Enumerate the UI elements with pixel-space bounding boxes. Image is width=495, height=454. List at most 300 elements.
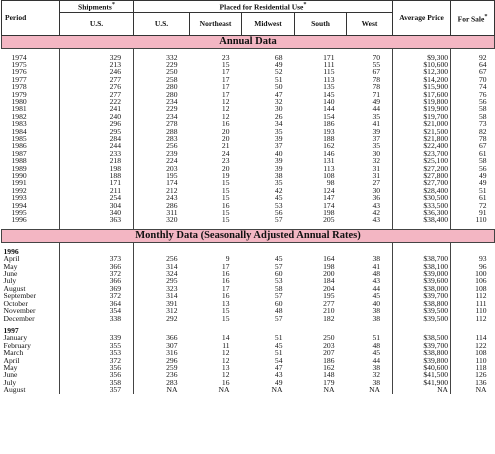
cell-for-sale: 72 bbox=[451, 202, 495, 209]
cell-average-price: $36,300 bbox=[393, 209, 451, 216]
cell-midwest: 42 bbox=[274, 185, 283, 195]
cell-placed-us: 316 bbox=[134, 349, 190, 356]
cell-placed-us: 283 bbox=[134, 135, 190, 142]
cell-shipments-us: 188 bbox=[60, 172, 134, 179]
cell-west: 48 bbox=[372, 340, 381, 350]
cell-south: 203 bbox=[323, 340, 335, 350]
cell-for-sale: 73 bbox=[451, 120, 495, 127]
cell-for-sale: 61 bbox=[451, 194, 495, 201]
cell-northeast: 21 bbox=[221, 141, 230, 151]
cell-south: 147 bbox=[323, 193, 335, 203]
cell-period: 1995 bbox=[11, 208, 27, 218]
cell-northeast: 16 bbox=[221, 276, 230, 286]
cell-average-price: $27,800 bbox=[393, 172, 451, 179]
cell-placed-us: 234 bbox=[134, 98, 190, 105]
col-us-placed: U.S. bbox=[134, 12, 190, 35]
table-row bbox=[2, 179, 495, 186]
cell-south: 98 bbox=[326, 178, 335, 188]
cell-northeast: 13 bbox=[221, 298, 230, 308]
cell-average-price: $39,500 bbox=[393, 315, 451, 322]
cell-period: July bbox=[3, 377, 17, 387]
cell-for-sale: 61 bbox=[451, 150, 495, 157]
cell-northeast: 9 bbox=[225, 254, 230, 264]
cell-northeast: 16 bbox=[221, 200, 230, 210]
cell-average-price: $10,600 bbox=[393, 61, 451, 68]
table-row bbox=[2, 364, 495, 371]
cell-midwest: 51 bbox=[274, 333, 283, 343]
table-row bbox=[2, 98, 495, 105]
cell-midwest: 49 bbox=[274, 377, 283, 387]
cell-period: 1984 bbox=[11, 126, 27, 136]
cell-shipments-us: 244 bbox=[60, 142, 134, 149]
cell-average-price: $41,500 bbox=[393, 371, 451, 378]
cell-west: 38 bbox=[372, 362, 381, 372]
cell-west: 45 bbox=[372, 291, 381, 301]
cell-average-price: $14,200 bbox=[393, 76, 451, 83]
cell-midwest: 37 bbox=[274, 141, 283, 151]
cell-shipments-us: 284 bbox=[60, 135, 134, 142]
cell-west: 43 bbox=[372, 215, 381, 225]
cell-west: 44 bbox=[372, 283, 381, 293]
cell-for-sale: NA bbox=[451, 386, 495, 393]
cell-period: September bbox=[3, 291, 36, 301]
cell-midwest: 32 bbox=[274, 96, 283, 106]
year-label-1997: 1997 bbox=[3, 325, 19, 335]
cell-midwest: 58 bbox=[274, 283, 283, 293]
cell-west: 39 bbox=[372, 126, 381, 136]
cell-period: 1988 bbox=[11, 156, 27, 166]
cell-west: 45 bbox=[372, 348, 381, 358]
table-row bbox=[2, 120, 495, 127]
cell-for-sale: 91 bbox=[451, 209, 495, 216]
cell-period: 1981 bbox=[11, 104, 27, 114]
cell-placed-us: 323 bbox=[134, 285, 190, 292]
cell-shipments-us: 304 bbox=[60, 202, 134, 209]
cell-south: 195 bbox=[323, 291, 335, 301]
cell-for-sale: 49 bbox=[451, 179, 495, 186]
cell-for-sale: 56 bbox=[451, 98, 495, 105]
cell-placed-us: 292 bbox=[134, 315, 190, 322]
cell-west: 42 bbox=[372, 208, 381, 218]
cell-midwest: 34 bbox=[274, 119, 283, 129]
cell-placed-us: 243 bbox=[134, 194, 190, 201]
cell-west: 44 bbox=[372, 355, 381, 365]
cell-midwest: 57 bbox=[274, 215, 283, 225]
cell-placed-us: 286 bbox=[134, 202, 190, 209]
year-label-1996: 1996 bbox=[3, 246, 19, 256]
cell-placed-us: 250 bbox=[134, 68, 190, 75]
cell-northeast: 17 bbox=[221, 74, 230, 84]
cell-placed-us: 236 bbox=[134, 371, 190, 378]
cell-west: 30 bbox=[372, 185, 381, 195]
cell-west: 40 bbox=[372, 298, 381, 308]
cell-average-price: $33,500 bbox=[393, 202, 451, 209]
col-placed: Placed for Residential Use* bbox=[134, 1, 393, 13]
cell-shipments-us: 353 bbox=[60, 349, 134, 356]
cell-average-price: $23,700 bbox=[393, 150, 451, 157]
cell-west: 35 bbox=[372, 141, 381, 151]
cell-for-sale: 136 bbox=[451, 379, 495, 386]
cell-period: 1987 bbox=[11, 148, 27, 158]
cell-period: June bbox=[3, 269, 18, 279]
cell-shipments-us: 358 bbox=[60, 379, 134, 386]
cell-south: 135 bbox=[323, 82, 335, 92]
cell-average-price: $12,300 bbox=[393, 68, 451, 75]
table-row bbox=[2, 165, 495, 172]
table-row bbox=[2, 187, 495, 194]
table-row bbox=[2, 135, 495, 142]
cell-average-price: $38,800 bbox=[393, 300, 451, 307]
cell-midwest: 26 bbox=[274, 111, 283, 121]
table-row bbox=[2, 202, 495, 209]
table-row bbox=[2, 386, 495, 393]
cell-for-sale: 108 bbox=[451, 349, 495, 356]
cell-shipments-us: 372 bbox=[60, 357, 134, 364]
cell-northeast: 23 bbox=[221, 52, 230, 62]
cell-placed-us: 314 bbox=[134, 263, 190, 270]
cell-average-price: $39,600 bbox=[393, 277, 451, 284]
cell-period: 1989 bbox=[11, 163, 27, 173]
cell-midwest: 43 bbox=[274, 370, 283, 380]
cell-midwest: 47 bbox=[274, 89, 283, 99]
col-midwest: Midwest bbox=[242, 12, 295, 35]
cell-west: NA bbox=[369, 385, 381, 395]
cell-average-price: $39,700 bbox=[393, 342, 451, 349]
cell-average-price: $15,900 bbox=[393, 83, 451, 90]
cell-average-price: $38,000 bbox=[393, 285, 451, 292]
col-south: South bbox=[295, 12, 347, 35]
cell-south: 162 bbox=[323, 362, 335, 372]
col-period: Period bbox=[2, 1, 60, 36]
cell-northeast: 17 bbox=[221, 89, 230, 99]
table-row bbox=[2, 128, 495, 135]
cell-west: 44 bbox=[372, 104, 381, 114]
cell-midwest: 51 bbox=[274, 74, 283, 84]
cell-northeast: NA bbox=[218, 385, 230, 395]
cell-midwest: 45 bbox=[274, 254, 283, 264]
cell-south: 108 bbox=[323, 171, 335, 180]
cell-for-sale: 58 bbox=[451, 113, 495, 120]
cell-midwest: 57 bbox=[274, 261, 283, 271]
cell-midwest: 49 bbox=[274, 59, 283, 69]
cell-for-sale: 70 bbox=[451, 76, 495, 83]
cell-placed-us: 307 bbox=[134, 342, 190, 349]
cell-period: December bbox=[3, 313, 35, 323]
cell-south: 124 bbox=[323, 185, 335, 195]
cell-for-sale: 92 bbox=[451, 54, 495, 61]
cell-period: 1978 bbox=[11, 82, 27, 92]
table-row bbox=[2, 263, 495, 270]
cell-placed-us: 224 bbox=[134, 157, 190, 164]
cell-period: May bbox=[3, 362, 18, 372]
cell-for-sale: 67 bbox=[451, 68, 495, 75]
cell-south: 210 bbox=[323, 306, 335, 316]
cell-for-sale: 78 bbox=[451, 135, 495, 142]
cell-south: 182 bbox=[323, 313, 335, 323]
cell-for-sale: 114 bbox=[451, 334, 495, 341]
cell-placed-us: 256 bbox=[134, 255, 190, 262]
cell-shipments-us: 246 bbox=[60, 68, 134, 75]
cell-period: 1992 bbox=[11, 185, 27, 195]
cell-shipments-us: 254 bbox=[60, 194, 134, 201]
cell-west: 49 bbox=[372, 96, 381, 106]
col-for-sale: For Sale* bbox=[451, 1, 495, 36]
cell-midwest: 53 bbox=[274, 200, 283, 210]
cell-for-sale: 126 bbox=[451, 371, 495, 378]
cell-northeast: 15 bbox=[221, 313, 230, 323]
cell-period: 1982 bbox=[11, 111, 27, 121]
cell-shipments-us: 277 bbox=[60, 91, 134, 98]
cell-northeast: 13 bbox=[221, 362, 230, 372]
cell-west: 36 bbox=[372, 193, 381, 203]
cell-midwest: 40 bbox=[274, 148, 283, 158]
cell-west: 78 bbox=[372, 82, 381, 92]
table-row bbox=[2, 76, 495, 83]
table-row bbox=[2, 342, 495, 349]
cell-northeast: 19 bbox=[221, 171, 230, 180]
cell-south: 200 bbox=[323, 269, 335, 279]
col-west: West bbox=[347, 12, 393, 35]
cell-period: 1993 bbox=[11, 193, 27, 203]
cell-midwest: 57 bbox=[274, 313, 283, 323]
cell-average-price: $19,900 bbox=[393, 105, 451, 112]
cell-west: 55 bbox=[372, 59, 381, 69]
cell-average-price: $39,000 bbox=[393, 270, 451, 277]
cell-shipments-us: 372 bbox=[60, 292, 134, 299]
cell-northeast: 16 bbox=[221, 291, 230, 301]
cell-for-sale: 76 bbox=[451, 91, 495, 98]
table-row bbox=[2, 150, 495, 157]
cell-period: 1990 bbox=[11, 171, 27, 180]
cell-south: 148 bbox=[323, 370, 335, 380]
table-row bbox=[2, 172, 495, 179]
cell-shipments-us: 296 bbox=[60, 120, 134, 127]
table-row bbox=[2, 209, 495, 216]
cell-period: January bbox=[3, 333, 28, 343]
cell-west: 38 bbox=[372, 254, 381, 264]
cell-west: 78 bbox=[372, 74, 381, 84]
cell-period: February bbox=[3, 340, 31, 350]
cell-for-sale: 49 bbox=[451, 172, 495, 179]
cell-placed-us: 391 bbox=[134, 300, 190, 307]
cell-northeast: 15 bbox=[221, 306, 230, 316]
cell-average-price: $30,500 bbox=[393, 194, 451, 201]
cell-south: 193 bbox=[323, 126, 335, 136]
cell-period: 1991 bbox=[11, 178, 27, 188]
cell-south: 154 bbox=[323, 111, 335, 121]
cell-placed-us: 314 bbox=[134, 292, 190, 299]
cell-shipments-us: 277 bbox=[60, 76, 134, 83]
cell-shipments-us: 198 bbox=[60, 165, 134, 172]
cell-northeast: 17 bbox=[221, 82, 230, 92]
cell-period: April bbox=[3, 355, 20, 365]
table-row bbox=[2, 157, 495, 164]
cell-shipments-us: 222 bbox=[60, 98, 134, 105]
cell-shipments-us: 240 bbox=[60, 113, 134, 120]
cell-west: 37 bbox=[372, 133, 381, 143]
cell-south: 145 bbox=[323, 89, 335, 99]
cell-northeast: 17 bbox=[221, 283, 230, 293]
cell-average-price: $9,300 bbox=[393, 54, 451, 61]
cell-placed-us: 174 bbox=[134, 179, 190, 186]
cell-for-sale: 110 bbox=[451, 216, 495, 223]
table-row bbox=[2, 277, 495, 284]
cell-midwest: 35 bbox=[274, 126, 283, 136]
cell-average-price: $40,600 bbox=[393, 364, 451, 371]
cell-south: 186 bbox=[323, 119, 335, 129]
cell-northeast: 15 bbox=[221, 215, 230, 225]
col-average-price: Average Price bbox=[393, 1, 451, 36]
cell-south: 205 bbox=[323, 215, 335, 225]
cell-for-sale: 112 bbox=[451, 292, 495, 299]
cell-placed-us: 259 bbox=[134, 364, 190, 371]
cell-west: 71 bbox=[372, 89, 381, 99]
cell-midwest: 51 bbox=[274, 348, 283, 358]
cell-south: 162 bbox=[323, 141, 335, 151]
cell-south: 131 bbox=[323, 156, 335, 166]
cell-shipments-us: 369 bbox=[60, 285, 134, 292]
table-row bbox=[2, 105, 495, 112]
cell-west: 31 bbox=[372, 163, 381, 173]
cell-placed-us: 320 bbox=[134, 216, 190, 223]
cell-northeast: 20 bbox=[221, 163, 230, 173]
table-row bbox=[2, 216, 495, 223]
cell-for-sale: 56 bbox=[451, 165, 495, 172]
cell-shipments-us: 233 bbox=[60, 150, 134, 157]
section-monthly-data: Monthly Data (Seasonally Adjusted Annual Rates) bbox=[2, 229, 495, 242]
cell-northeast: 15 bbox=[221, 185, 230, 195]
col-shipments: Shipments* bbox=[60, 1, 134, 13]
cell-midwest: 47 bbox=[274, 362, 283, 372]
table-row bbox=[2, 194, 495, 201]
cell-northeast: 16 bbox=[221, 377, 230, 387]
cell-shipments-us: 356 bbox=[60, 371, 134, 378]
cell-south: 111 bbox=[323, 59, 335, 69]
cell-average-price: $41,900 bbox=[393, 379, 451, 386]
cell-shipments-us: 295 bbox=[60, 128, 134, 135]
cell-midwest: 30 bbox=[274, 104, 283, 114]
cell-placed-us: 212 bbox=[134, 187, 190, 194]
cell-average-price: $39,500 bbox=[393, 307, 451, 314]
cell-south: NA bbox=[323, 385, 335, 395]
cell-south: 207 bbox=[323, 348, 335, 358]
cell-for-sale: 122 bbox=[451, 342, 495, 349]
cell-west: 43 bbox=[372, 276, 381, 286]
cell-midwest: 38 bbox=[274, 171, 283, 180]
cell-shipments-us: 340 bbox=[60, 209, 134, 216]
table-row bbox=[2, 307, 495, 314]
cell-period: October bbox=[3, 298, 28, 308]
table-row bbox=[2, 379, 495, 386]
cell-midwest: 52 bbox=[274, 67, 283, 77]
cell-west: 38 bbox=[372, 313, 381, 323]
cell-placed-us: 258 bbox=[134, 76, 190, 83]
cell-period: July bbox=[3, 276, 17, 286]
cell-west: 48 bbox=[372, 269, 381, 279]
cell-for-sale: 58 bbox=[451, 157, 495, 164]
cell-northeast: 16 bbox=[221, 269, 230, 279]
cell-period: August bbox=[3, 283, 26, 293]
cell-midwest: 45 bbox=[274, 193, 283, 203]
cell-placed-us: 280 bbox=[134, 83, 190, 90]
cell-shipments-us: 373 bbox=[60, 255, 134, 262]
cell-period: 1980 bbox=[11, 96, 27, 106]
cell-period: November bbox=[3, 306, 36, 316]
cell-for-sale: 58 bbox=[451, 105, 495, 112]
col-us-shipments: U.S. bbox=[60, 12, 134, 35]
cell-west: 43 bbox=[372, 200, 381, 210]
table-row bbox=[2, 142, 495, 149]
cell-period: 1985 bbox=[11, 133, 27, 143]
cell-average-price: $25,100 bbox=[393, 157, 451, 164]
cell-south: 113 bbox=[323, 74, 335, 84]
cell-for-sale: 67 bbox=[451, 142, 495, 149]
table-row bbox=[2, 315, 495, 322]
cell-south: 174 bbox=[323, 200, 335, 210]
cell-south: 113 bbox=[323, 163, 335, 173]
cell-placed-us: 312 bbox=[134, 307, 190, 314]
cell-period: May bbox=[3, 261, 18, 271]
cell-period: March bbox=[3, 348, 24, 358]
cell-shipments-us: 329 bbox=[60, 54, 134, 61]
cell-midwest: 39 bbox=[274, 133, 283, 143]
table-row bbox=[2, 371, 495, 378]
table-row bbox=[2, 255, 495, 262]
cell-placed-us: 203 bbox=[134, 165, 190, 172]
cell-midwest: 35 bbox=[274, 178, 283, 188]
cell-south: 250 bbox=[323, 333, 335, 343]
cell-shipments-us: 354 bbox=[60, 307, 134, 314]
cell-period: June bbox=[3, 370, 18, 380]
table-row bbox=[2, 285, 495, 292]
cell-west: 38 bbox=[372, 306, 381, 316]
cell-south: 146 bbox=[323, 148, 335, 158]
cell-northeast: 14 bbox=[221, 333, 230, 343]
cell-west: 32 bbox=[372, 156, 381, 166]
cell-average-price: $38,100 bbox=[393, 263, 451, 270]
cell-average-price: $21,500 bbox=[393, 128, 451, 135]
table-row bbox=[2, 349, 495, 356]
cell-average-price: $38,800 bbox=[393, 349, 451, 356]
cell-shipments-us: 355 bbox=[60, 342, 134, 349]
cell-northeast: 17 bbox=[221, 67, 230, 77]
cell-shipments-us: 366 bbox=[60, 263, 134, 270]
cell-for-sale: 82 bbox=[451, 128, 495, 135]
cell-northeast: 12 bbox=[221, 370, 230, 380]
cell-west: 32 bbox=[372, 370, 381, 380]
cell-west: 41 bbox=[372, 119, 381, 129]
cell-placed-us: 283 bbox=[134, 379, 190, 386]
cell-west: 38 bbox=[372, 377, 381, 387]
section-annual-data: Annual Data bbox=[2, 35, 495, 48]
cell-average-price: $38,700 bbox=[393, 255, 451, 262]
cell-placed-us: 239 bbox=[134, 150, 190, 157]
cell-midwest: 54 bbox=[274, 355, 283, 365]
cell-average-price: $17,600 bbox=[393, 91, 451, 98]
cell-period: 1994 bbox=[11, 200, 27, 210]
cell-shipments-us: 338 bbox=[60, 315, 134, 322]
cell-west: 51 bbox=[372, 333, 381, 343]
cell-midwest: 53 bbox=[274, 276, 283, 286]
cell-shipments-us: 372 bbox=[60, 270, 134, 277]
cell-placed-us: NA bbox=[134, 386, 190, 393]
cell-midwest: 45 bbox=[274, 340, 283, 350]
cell-average-price: $27,700 bbox=[393, 179, 451, 186]
cell-south: 186 bbox=[323, 355, 335, 365]
cell-period: 1986 bbox=[11, 141, 27, 151]
table-row bbox=[2, 91, 495, 98]
cell-midwest: NA bbox=[271, 385, 283, 395]
